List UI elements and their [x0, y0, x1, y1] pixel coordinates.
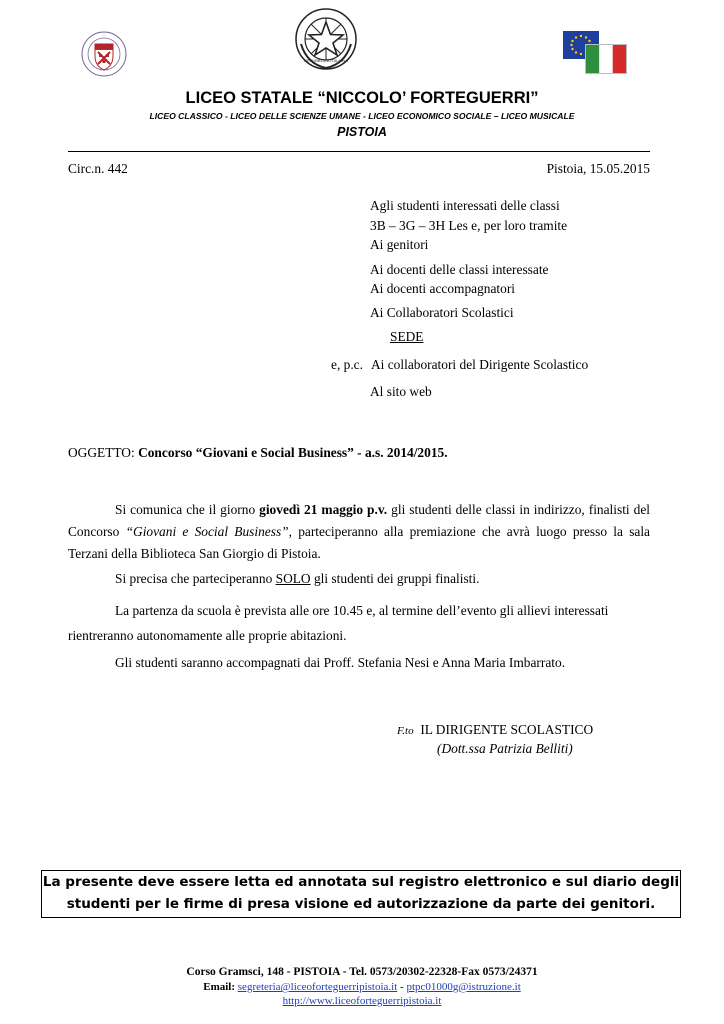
- footer-emails: Email: segreteria@liceoforteguerripistoia.it - ptpc01000g@istruzione.it: [203, 981, 521, 993]
- footer-website: [0, 995, 724, 1008]
- email-link[interactable]: segreteria@liceoforteguerripistoia.it: [237, 981, 398, 993]
- signature-name: (Dott.ssa Patrizia Belliti): [437, 741, 573, 756]
- body-paragraph-continued: rientreranno autonomamente alle proprie abitazioni.: [68, 628, 347, 643]
- italian-flag-logo: [585, 44, 627, 74]
- subject-text: Concorso “Giovani e Social Business” - a.s. 2014/2015.: [138, 445, 448, 460]
- header-divider: [68, 151, 650, 152]
- signature-fto: F.to: [397, 725, 414, 737]
- recipient-line: 3B – 3G – 3H Les e, per loro tramite: [370, 218, 568, 233]
- footer-address: Corso Gramsci, 148 - PISTOIA - Tel. 0573/20302-22328-Fax 0573/24371: [186, 966, 538, 978]
- subject-line: [68, 445, 448, 461]
- notice-text: La presente deve essere letta ed annotata sul registro elettronico e sul diario degli studenti per le firme di presa visione ed autorizzazione da parte dei genitori.: [42, 874, 680, 912]
- school-crest-logo: [78, 30, 130, 78]
- body-paragraph: Si comunica che il giorno giovedì 21 maggio p.v. gli studenti delle classi in indirizzo, finalisti del Concorso “Giovani e Social Business”, parteciperanno alla premiazione che avrà luogo presso la sala Terzani della Biblioteca San Giorgio di Pistoia.: [68, 502, 651, 561]
- place-date: Pistoia, 15.05.2015: [546, 161, 650, 176]
- web-recipient: Al sito web: [370, 384, 432, 399]
- subject-label: OGGETTO:: [68, 445, 135, 460]
- circular-number: Circ.n. 442: [68, 161, 128, 176]
- cc-prefix: e, p.c.: [331, 357, 363, 372]
- school-types: LICEO CLASSICO - LICEO DELLE SCIENZE UMANE - LICEO ECONOMICO SOCIALE – LICEO MUSICALE: [149, 111, 575, 121]
- website-link[interactable]: http://www.liceoforteguerripistoia.it: [282, 995, 442, 1007]
- signature-role: F.to IL DIRIGENTE SCOLASTICO: [397, 722, 594, 737]
- recipient-line: Ai genitori: [370, 237, 429, 252]
- emblem-caption: REPUBBLICA ITALIANA: [304, 58, 348, 63]
- cc-recipient: Ai collaboratori del Dirigente Scolastico: [371, 357, 589, 372]
- recipient-line: Ai Collaboratori Scolastici: [370, 305, 514, 320]
- body-paragraph: Gli studenti saranno accompagnati dai Proff. Stefania Nesi e Anna Maria Imbarrato.: [115, 655, 566, 670]
- recipient-line: Ai docenti delle classi interessate: [370, 262, 549, 277]
- email-link[interactable]: ptpc01000g@istruzione.it: [406, 981, 521, 993]
- school-name: LICEO STATALE “NICCOLO’ FORTEGUERRI”: [185, 89, 539, 107]
- recipient-line: Ai docenti accompagnatori: [370, 281, 516, 296]
- body-paragraph: Si precisa che parteciperanno SOLO gli studenti dei gruppi finalisti.: [115, 571, 480, 586]
- recipient-line: Agli studenti interessati delle classi: [370, 198, 560, 213]
- sede-label: SEDE: [390, 329, 424, 344]
- school-city: PISTOIA: [337, 125, 387, 139]
- body-paragraph: La partenza da scuola è prevista alle ore 10.45 e, al termine dell’evento gli allievi interessati: [115, 603, 609, 618]
